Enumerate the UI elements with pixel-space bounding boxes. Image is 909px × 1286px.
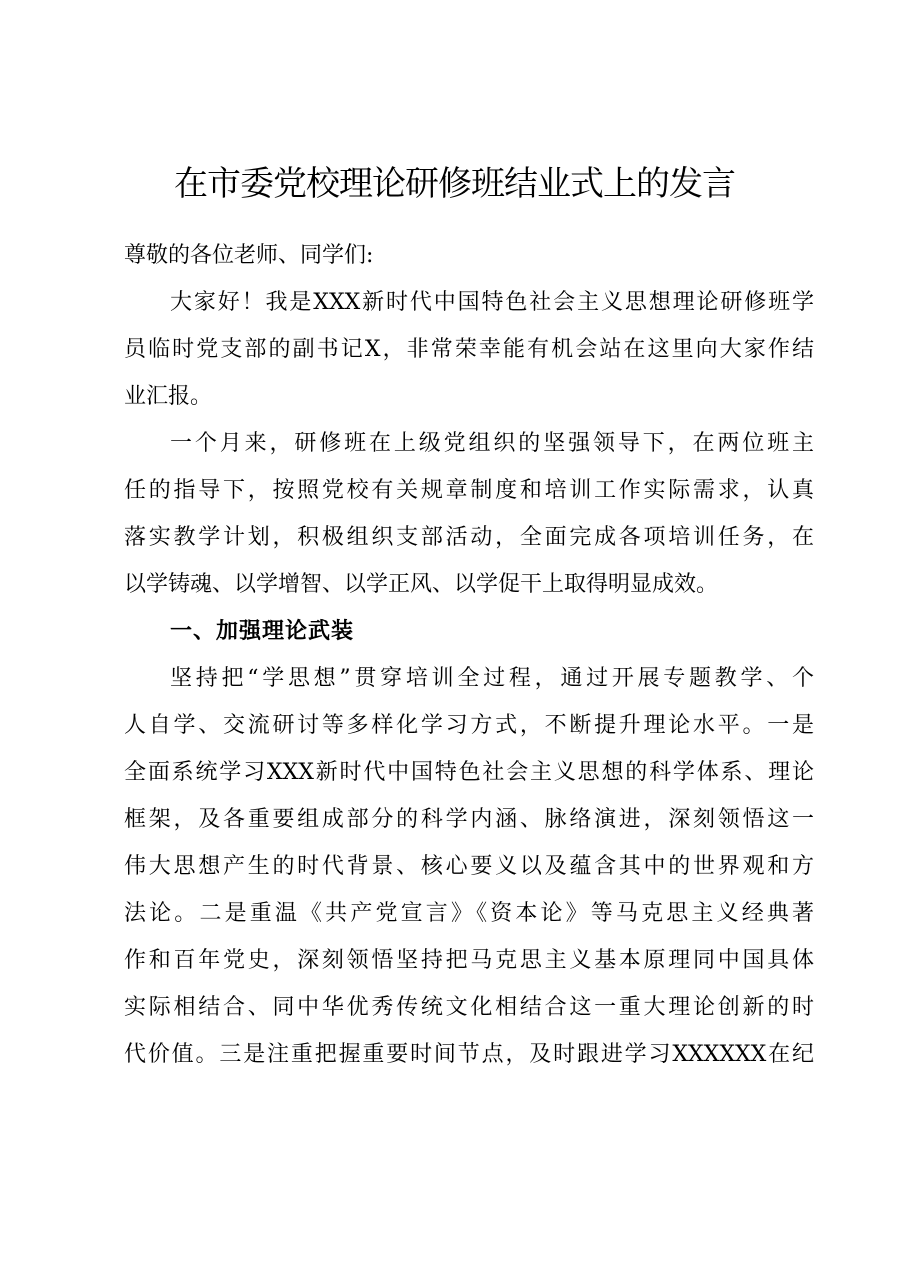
paragraph-1-line-1: 大家好！我是XXX新时代中国特色社会主义思想理论研修班学 [170,290,814,315]
paragraph-2-line-3: 落实教学计划，积极组织支部活动，全面完成各项培训任务，在 [124,525,814,550]
section-paragraph-line-6: 法论。二是重温《共产党宣言》《资本论》等马克思主义经典著 [124,901,814,926]
section-paragraph-line-7: 作和百年党史，深刻领悟坚持把马克思主义基本原理同中国具体 [124,948,814,973]
paragraph-2-line-2: 任的指导下，按照党校有关规章制度和培训工作实际需求，认真 [124,478,814,503]
section-heading: 一、加强理论武装 [170,619,355,644]
section-paragraph-line-2: 人自学、交流研讨等多样化学习方式，不断提升理论水平。一是 [124,713,814,738]
paragraph-1-line-2: 员临时党支部的副书记X，非常荣幸能有机会站在这里向大家作结 [124,337,814,362]
section-paragraph-line-1: 坚持把“学思想”贯穿培训全过程，通过开展专题教学、个 [170,666,814,691]
document-title: 在市委党校理论研修班结业式上的发言 [174,164,735,204]
paragraph-2-line-4: 以学铸魂、以学增智、以学正风、以学促干上取得明显成效。 [124,572,719,597]
section-paragraph-line-4: 框架，及各重要组成部分的科学内涵、脉络演进，深刻领悟这一 [124,807,814,832]
section-paragraph-line-3: 全面系统学习XXX新时代中国特色社会主义思想的科学体系、理论 [124,760,814,785]
salutation: 尊敬的各位老师、同学们: [124,243,374,268]
section-paragraph-line-5: 伟大思想产生的时代背景、核心要义以及蕴含其中的世界观和方 [124,854,814,879]
paragraph-2-line-1: 一个月来，研修班在上级党组织的坚强领导下，在两位班主 [170,431,814,456]
document-body [124,232,814,1078]
section-paragraph-line-9: 代价值。三是注重把握重要时间节点，及时跟进学习XXXXXX在纪 [124,1042,814,1067]
paragraph-1-line-3: 业汇报。 [124,384,213,409]
section-paragraph-line-8: 实际相结合、同中华优秀传统文化相结合这一重大理论创新的时 [124,995,814,1020]
